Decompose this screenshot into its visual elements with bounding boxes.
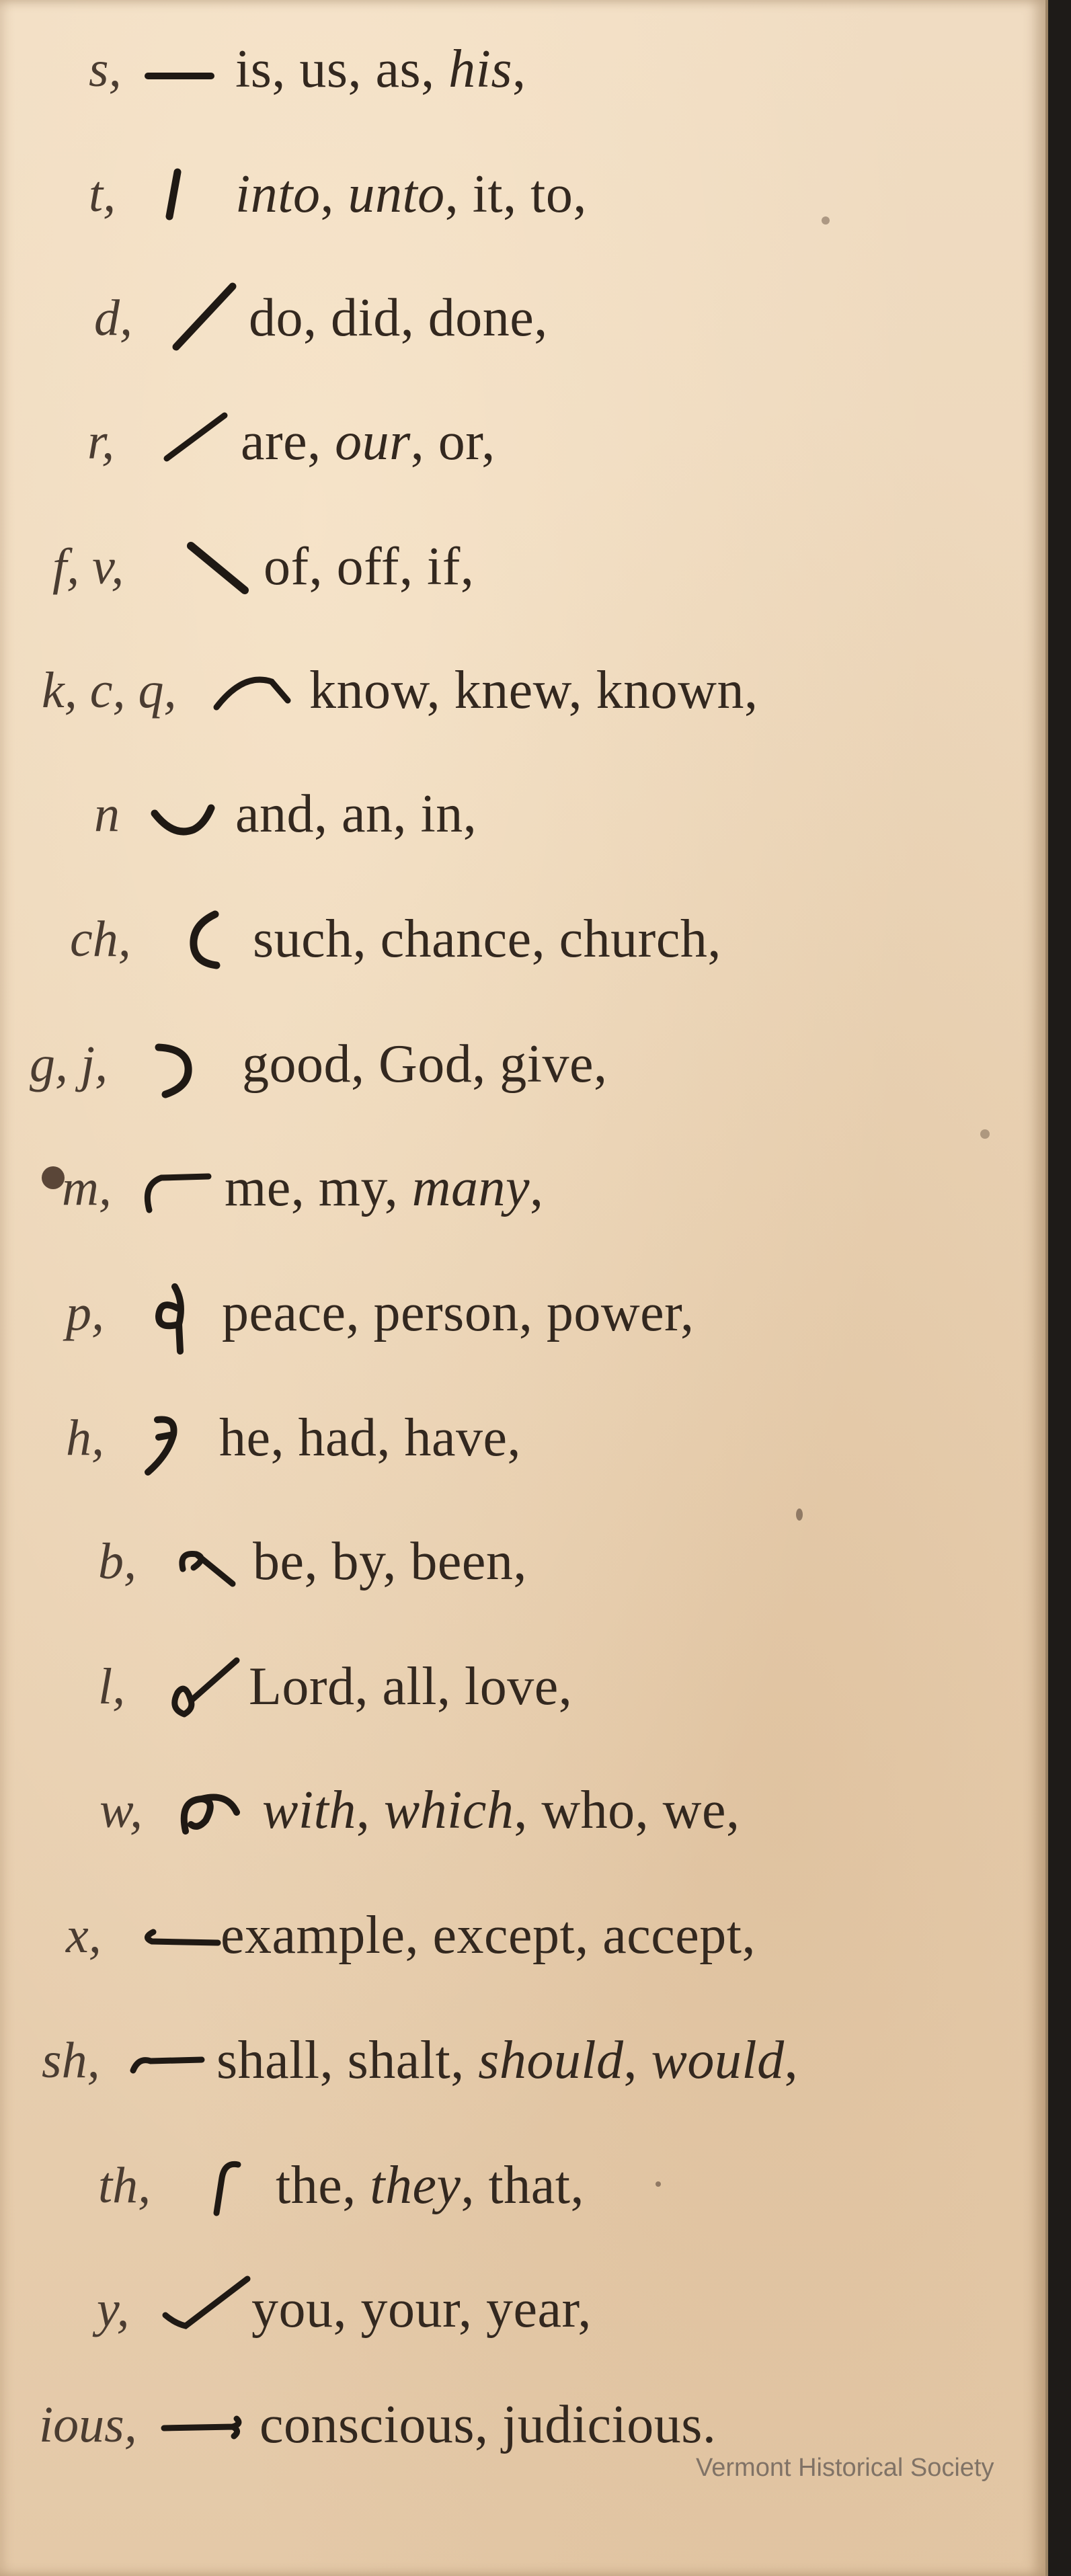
dash-stroke-icon (143, 19, 216, 120)
letter-label: h, (66, 1410, 104, 1466)
word-list: is, us, as, his, (235, 40, 526, 99)
ink-speck (656, 2181, 661, 2187)
hook-dash-stroke-icon (134, 1137, 215, 1238)
word-list: of, off, if, (264, 537, 475, 596)
shallow-slash-stroke-icon (159, 391, 233, 492)
loop-arch-stroke-icon (176, 1760, 250, 1861)
ink-speck (822, 216, 830, 225)
cup-stroke-icon (147, 764, 221, 864)
word-list: good, God, give, (242, 1035, 608, 1094)
word-list: Lord, all, love, (249, 1657, 573, 1716)
hooked-dash-stroke-icon (137, 1885, 225, 1986)
word-list: you, your, year, (251, 2280, 592, 2339)
letter-label: d, (94, 290, 132, 346)
backslash-stroke-icon (183, 516, 257, 617)
letter-label: m, (62, 1160, 112, 1216)
word-list: be, by, been, (253, 1532, 527, 1591)
letter-label: sh, (42, 2032, 100, 2089)
letter-label: p, (66, 1285, 104, 1341)
word-list: and, an, in, (235, 784, 477, 844)
word-list: me, my, many, (225, 1158, 544, 1217)
word-list: example, except, accept, (221, 1906, 756, 1965)
vertical-stroke-icon (160, 144, 187, 245)
letter-label: ch, (70, 911, 131, 967)
loop-backslash-stroke-icon (173, 1511, 241, 1612)
word-list: do, did, done, (249, 288, 548, 348)
watermark-text: Vermont Historical Society (696, 2454, 994, 2482)
letter-label: k, c, q, (42, 662, 177, 719)
ink-speck (980, 1129, 990, 1139)
word-list: peace, person, power, (222, 1283, 695, 1342)
word-list: are, our, or, (241, 412, 495, 471)
word-list: he, had, have, (219, 1408, 522, 1467)
word-list: the, they, that, (276, 2156, 584, 2215)
wave-dash-stroke-icon (157, 2374, 251, 2475)
letter-label: w, (100, 1782, 143, 1839)
letter-label: ious, (39, 2397, 137, 2453)
letter-label: n (94, 786, 120, 842)
word-list: know, knew, known, (309, 661, 758, 720)
word-list: conscious, judicious. (260, 2395, 717, 2454)
ink-spot (42, 1166, 65, 1189)
reverse-c-stroke-icon (149, 1014, 203, 1115)
letter-label: y, (97, 2281, 130, 2337)
long-s-stroke-icon (202, 2135, 249, 2236)
letter-label: s, (89, 41, 122, 97)
curled-dash-stroke-icon (126, 2010, 207, 2111)
letter-label: f, v, (52, 538, 124, 595)
letter-label: l, (98, 1658, 126, 1715)
q-loop-stroke-icon (143, 1262, 203, 1363)
word-list: into, unto, it, to, (235, 165, 587, 224)
arch-stroke-icon (210, 640, 297, 741)
letter-label: b, (98, 1533, 136, 1590)
open-c-stroke-icon (182, 889, 229, 990)
word-list: shall, shalt, should, would, (216, 2031, 799, 2090)
letter-label: th, (98, 2157, 151, 2214)
letter-label: g, j, (30, 1036, 108, 1092)
letter-label: t, (89, 166, 116, 223)
loop-slash-stroke-icon (164, 1636, 245, 1737)
j-loop-stroke-icon (132, 1387, 192, 1488)
ink-speck (796, 1508, 803, 1521)
letter-label: r, (87, 413, 115, 470)
slash-stroke-icon (165, 268, 239, 368)
word-list: such, chance, church, (253, 910, 721, 969)
check-stroke-icon (156, 2259, 257, 2360)
letter-label: x, (66, 1907, 102, 1964)
word-list: with, which, who, we, (262, 1781, 740, 1840)
